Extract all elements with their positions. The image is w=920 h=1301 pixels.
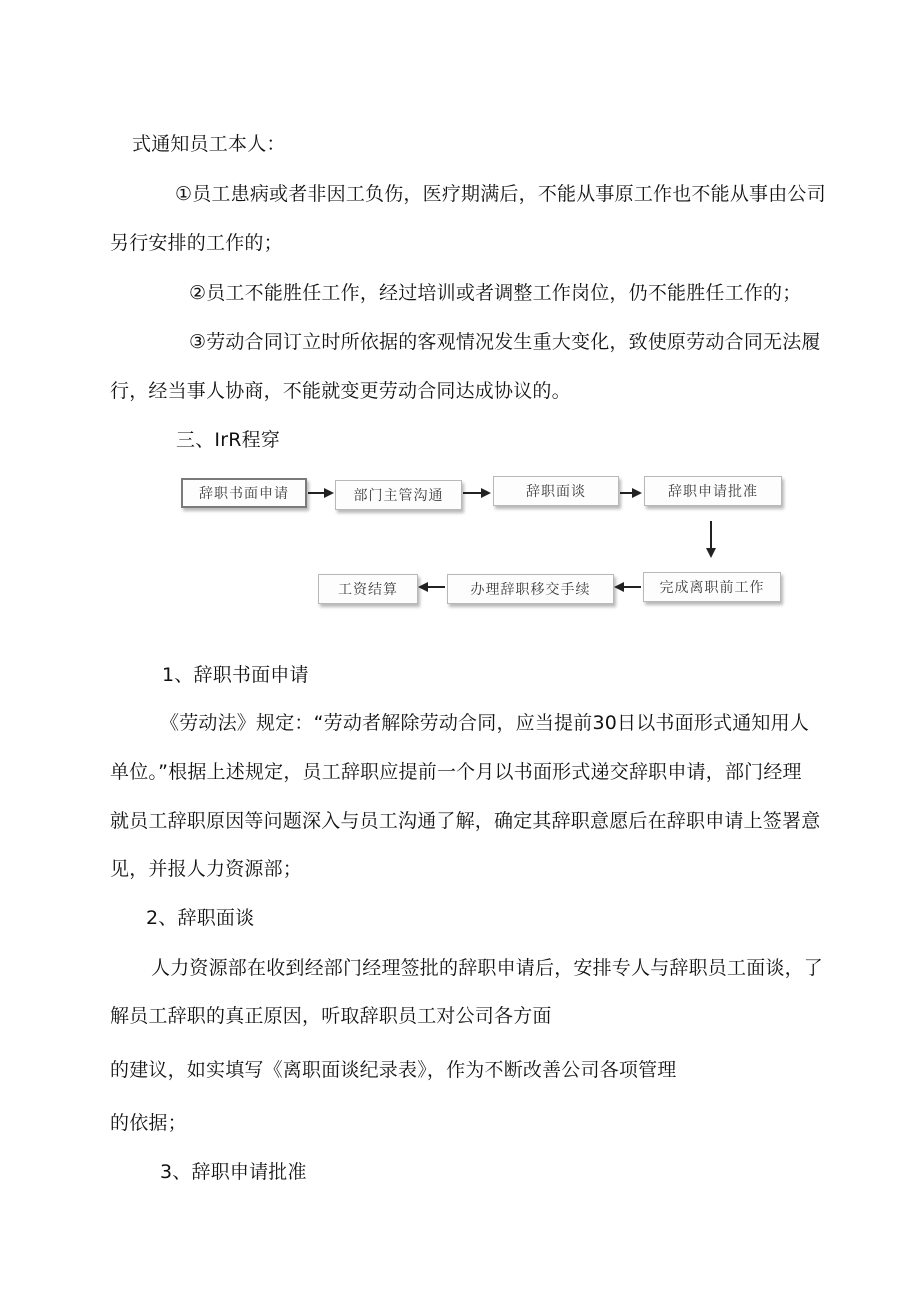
paragraph-line: 《劳动法》规定：“劳动者解除劳动合同，应当提前30日以书面形式通知用人	[160, 712, 810, 734]
paragraph-line: ③劳动合同订立时所依据的客观情况发生重大变化，致使原劳动合同无法履	[189, 331, 821, 353]
paragraph-line: 式通知员工本人：	[132, 133, 286, 155]
paragraph-line: 人力资源部在收到经部门经理签批的辞职申请后，安排专人与辞职员工面谈，了	[151, 957, 824, 979]
flow-step-handover-procedures: 办理辞职移交手续	[447, 574, 614, 604]
paragraph-line: 行，经当事人协商，不能就变更劳动合同达成协议的。	[110, 380, 571, 402]
paragraph-line: 的依据；	[110, 1112, 187, 1134]
flow-step-resignation-application: 辞职书面申请	[181, 478, 307, 508]
paragraph-line: ②员工不能胜任工作，经过培训或者调整工作岗位，仍不能胜任工作的；	[189, 282, 802, 304]
subheading: 3、辞职申请批准	[160, 1161, 307, 1183]
subheading: 1、辞职书面申请	[162, 664, 309, 686]
flow-step-resignation-approval: 辞职申请批准	[644, 476, 782, 506]
paragraph-line: 的建议，如实填写《离职面谈纪录表》，作为不断改善公司各项管理	[110, 1059, 677, 1081]
paragraph-line: 另行安排的工作的；	[110, 232, 283, 254]
section-heading: 三、IrR程穿	[176, 429, 281, 451]
paragraph-line: 解员工辞职的真正原因，听取辞职员工对公司各方面	[110, 1005, 552, 1027]
flow-step-resignation-interview: 辞职面谈	[493, 476, 619, 506]
paragraph-line: ①员工患病或者非因工负伤，医疗期满后，不能从事原工作也不能从事由公司	[175, 183, 826, 205]
flow-step-pre-departure-work: 完成离职前工作	[643, 572, 781, 602]
flow-step-supervisor-communication: 部门主管沟通	[335, 480, 462, 510]
flow-step-salary-settlement: 工资结算	[318, 574, 418, 604]
paragraph-line: 就员工辞职原因等问题深入与员工沟通了解，确定其辞职意愿后在辞职申请上签署意	[110, 810, 821, 832]
subheading: 2、辞职面谈	[146, 907, 255, 929]
paragraph-line: 单位。”根据上述规定，员工辞职应提前一个月以书面形式递交辞职申请，部门经理	[110, 761, 802, 783]
paragraph-line: 见，并报人力资源部；	[110, 858, 303, 880]
